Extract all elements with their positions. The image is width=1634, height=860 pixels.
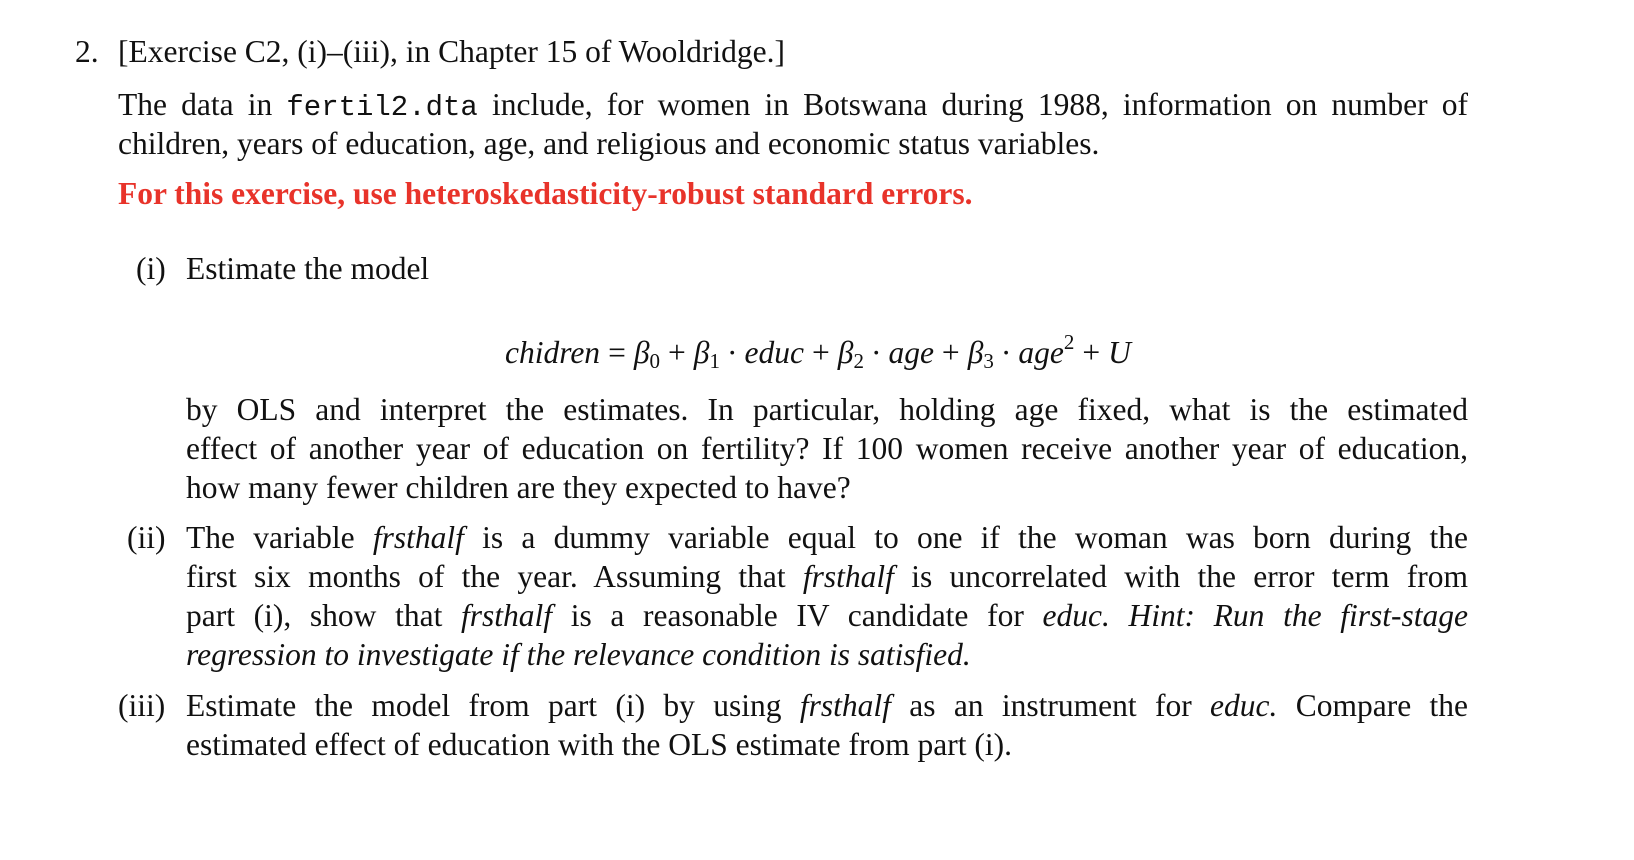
eq-dot: · [870, 335, 882, 370]
part-ii-text: is a dummy variable equal to one if the woman was born during the [482, 520, 1468, 555]
eq-var-age: age [888, 335, 934, 370]
var-educ: educ. [1042, 598, 1110, 633]
eq-beta: β [967, 335, 984, 370]
var-educ: educ. [1210, 688, 1278, 723]
eq-var-age-squared: age [1018, 335, 1064, 370]
part-iii-text: Compare the [1295, 688, 1469, 723]
data-file-name: fertil2.dta [286, 91, 478, 124]
eq-error-term: U [1108, 335, 1131, 370]
var-frsthalf: frsthalf [372, 520, 464, 555]
eq-beta: β [633, 335, 650, 370]
model-equation [505, 332, 1131, 372]
part-iii-text: as an instrument for [909, 688, 1192, 723]
part-ii-text: is uncorrelated with the error term from [911, 559, 1469, 594]
part-iii-line-2: estimated effect of education with the OLS estimate from part (i). [186, 727, 1013, 762]
part-ii-line-4: regression to investigate if the relevance condition is satisfied. [186, 637, 971, 672]
part-ii-text: is a reasonable IV candidate for [570, 598, 1024, 633]
var-frsthalf: frsthalf [799, 688, 891, 723]
intro-text: The data in [118, 87, 273, 122]
eq-lhs: chidren [505, 335, 601, 370]
intro-line-1 [118, 89, 1468, 122]
exercise-number: 2. [75, 34, 99, 69]
robust-se-notice: For this exercise, use heteroskedasticity-robust standard errors. [118, 176, 973, 211]
eq-plus: + [668, 335, 686, 370]
part-iii-text: Estimate the model from part (i) by using [186, 688, 782, 723]
eq-plus: + [941, 335, 960, 370]
part-ii-line-1 [186, 522, 1468, 554]
eq-subscript: 2 [853, 349, 864, 373]
eq-subscript: 0 [649, 349, 661, 373]
exercise-title: [Exercise C2, (i)–(iii), in Chapter 15 of Wooldridge.] [118, 34, 785, 69]
part-iii-line-1 [186, 690, 1468, 722]
var-frsthalf: frsthalf [461, 598, 553, 633]
part-i-body-line-1: by OLS and interpret the estimates. In particular, holding age fixed, what is the estimated [186, 392, 1468, 427]
part-iii-label: (iii) [118, 688, 166, 723]
part-ii-text: first six months of the year. Assuming that [186, 559, 786, 594]
part-i-lead: Estimate the model [186, 251, 430, 286]
eq-beta: β [837, 335, 854, 370]
eq-dot: · [1000, 335, 1012, 370]
eq-equals: = [608, 335, 626, 370]
part-i-label: (i) [136, 251, 166, 286]
eq-subscript: 3 [983, 349, 994, 373]
part-ii-text: The variable [186, 520, 355, 555]
var-frsthalf: frsthalf [802, 559, 894, 594]
eq-plus: + [1082, 335, 1101, 370]
eq-subscript: 1 [709, 349, 720, 373]
part-ii-label: (ii) [127, 520, 166, 555]
eq-plus: + [811, 335, 830, 370]
intro-text: include, for women in Botswana during 1988, information on number of [491, 87, 1469, 122]
eq-superscript: 2 [1063, 330, 1075, 354]
part-ii-line-3 [186, 600, 1468, 632]
eq-var-educ: educ [744, 335, 804, 370]
part-ii-text: part (i), show that [186, 598, 443, 633]
intro-line-2: children, years of education, age, and religious and economic status variables. [118, 126, 1100, 161]
hint-text: Hint: Run the first-stage [1128, 598, 1468, 633]
part-i-body-line-2: effect of another year of education on fertility? If 100 women receive another year of education, [186, 431, 1468, 466]
eq-beta: β [693, 335, 710, 370]
eq-dot: · [727, 335, 738, 370]
part-i-body-line-3: how many fewer children are they expected to have? [186, 470, 851, 505]
part-ii-line-2 [186, 561, 1468, 593]
